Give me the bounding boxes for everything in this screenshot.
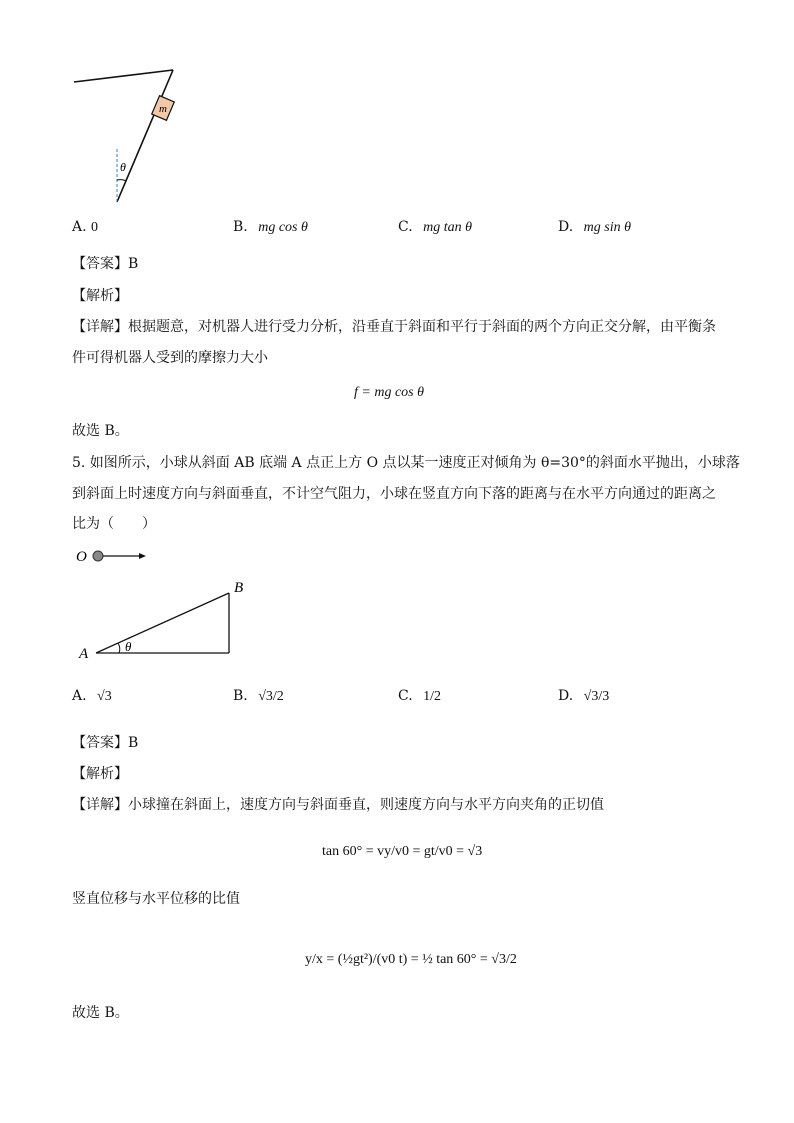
- q4-top-line: [74, 70, 173, 82]
- q4-formula: f = mg cos θ: [354, 385, 424, 400]
- q5-option-d: [558, 686, 609, 707]
- q5-option-c: [398, 686, 441, 707]
- q4-option-d: [558, 217, 631, 238]
- q5-a-label: A: [79, 646, 89, 662]
- q5-mid-text: 竖直位移与水平位移的比值: [72, 891, 240, 907]
- q4-detail-line2: 件可得机器人受到的摩擦力大小: [72, 350, 268, 366]
- q4-angle-label: θ: [120, 160, 126, 174]
- q5-incline: [96, 593, 229, 653]
- q5-option-d-letter: D.: [558, 688, 574, 704]
- q5-b-label: B: [234, 580, 244, 596]
- q5-arrow-head: [139, 553, 146, 559]
- q4-option-b-letter: B.: [233, 219, 248, 235]
- q5-option-a-letter: A.: [72, 688, 87, 704]
- q5-analysis-label: 【解析】: [72, 766, 128, 782]
- q5-option-d-text: √3/3: [583, 689, 610, 704]
- q5-answer: 【答案】B: [72, 735, 139, 751]
- q4-detail-line1: 【详解】根据题意，对机器人进行受力分析，沿垂直于斜面和平行于斜面的两个方向正交分解，由平衡条: [72, 319, 716, 335]
- q4-option-c-letter: C.: [398, 219, 413, 235]
- q4-option-c: [398, 217, 472, 238]
- q5-formula2: y/x = (½gt²)/(v0 t) = ½ tan 60° = √3/2: [305, 952, 517, 967]
- q5-o-label: O: [76, 549, 87, 565]
- q5-conclusion: 故选 B。: [72, 1005, 129, 1021]
- q5-option-a-text: √3: [97, 689, 112, 704]
- q4-incline-line: [117, 70, 173, 202]
- q4-option-d-text: mg sin θ: [583, 220, 631, 235]
- q5-option-b-letter: B.: [233, 688, 248, 704]
- q4-option-a-letter: A.: [72, 219, 87, 235]
- q4-angle-arc: [117, 180, 126, 181]
- q5-option-a: [72, 686, 112, 707]
- q4-mass-label: m: [159, 103, 167, 115]
- q5-stem-line1: 5. 如图所示，小球从斜面 AB 底端 A 点正上方 O 点以某一速度正对倾角为 θ=30°的斜面水平抛出，小球落: [72, 455, 740, 471]
- q4-answer: 【答案】B: [72, 256, 139, 272]
- q5-option-b: [233, 686, 284, 707]
- q4-analysis-label: 【解析】: [72, 288, 128, 304]
- q4-figure: [60, 60, 200, 210]
- q5-formula1: tan 60° = vy/v0 = gt/v0 = √3: [322, 844, 483, 859]
- q5-option-c-letter: C.: [398, 688, 413, 704]
- q5-angle-arc: [118, 643, 120, 653]
- q5-angle-label: θ: [125, 639, 132, 654]
- q4-option-b: [233, 217, 308, 238]
- q4-option-c-text: mg tan θ: [423, 220, 473, 235]
- q4-option-a-text: 0: [91, 220, 99, 235]
- q5-stem-line2: 到斜面上时速度方向与斜面垂直，不计空气阻力，小球在竖直方向下落的距离与在水平方向通过的距离之: [72, 486, 716, 502]
- q4-option-d-letter: D.: [558, 219, 574, 235]
- q5-option-c-text: 1/2: [423, 689, 442, 704]
- q5-option-b-text: √3/2: [258, 689, 284, 704]
- q4-option-a: [72, 217, 98, 238]
- q5-figure: [70, 540, 260, 665]
- q4-conclusion: 故选 B。: [72, 423, 129, 439]
- q5-detail-line1: 【详解】小球撞在斜面上，速度方向与斜面垂直，则速度方向与水平方向夹角的正切值: [72, 797, 604, 813]
- q4-option-b-text: mg cos θ: [258, 220, 308, 235]
- q5-stem-line3: 比为（ ）: [72, 516, 156, 532]
- q5-ball: [93, 551, 103, 561]
